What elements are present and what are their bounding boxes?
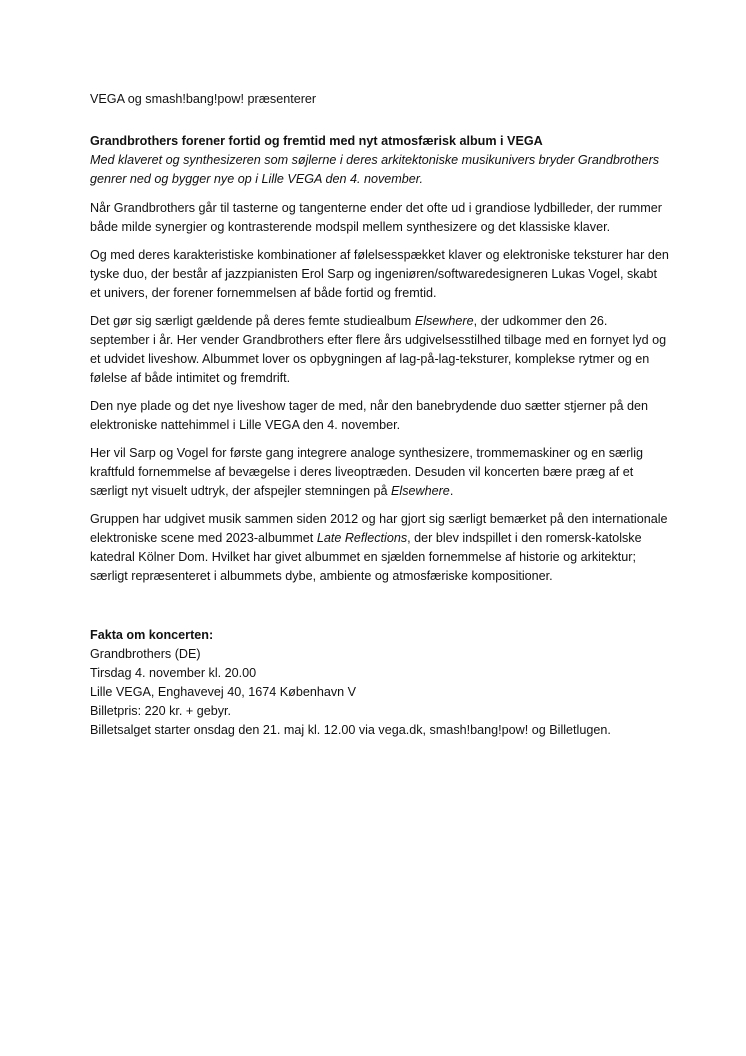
paragraph-1: Når Grandbrothers går til tasterne og tangenterne ender det ofte ud i grandiose lydbilleder, der rummer både milde synergier og kontrasterende modspil mellem synthesizere og det klassiske klaver. [90, 201, 662, 234]
paragraph-3 [90, 312, 670, 388]
concert-facts [90, 626, 670, 740]
paragraph-4: Den nye plade og det nye liveshow tager de med, når den banebrydende duo sætter stjerner på den elektroniske nattehimmel i Lille VEGA den 4. november. [90, 399, 648, 432]
lead-paragraph: Med klaveret og synthesizeren som søjlerne i deres arkitektoniske musikunivers bryder Grandbrothers genrer ned og bygger nye op i Lille VEGA den 4. november. [90, 153, 660, 186]
paragraph-6-text-a: Gruppen har udgivet musik sammen siden 2012 og har gjort sig særligt bemærket på den internationale elektroniske scene med 2023-albummet [90, 512, 668, 545]
paragraph-2: Og med deres karakteristiske kombinationer af følelsesspækket klaver og elektroniske teksturer har den tyske duo, der består af jazzpianisten Erol Sarp og ingeniøren/softwaredesigneren Lukas Vogel, skabt et univers, der forener fornemmelsen af både fortid og fremtid. [90, 248, 669, 300]
album-title-elsewhere: Elsewhere [414, 314, 474, 328]
paragraph-5-text-a: Her vil Sarp og Vogel for første gang integrere analoge synthesizere, trommemaskiner og en særlig kraftfuld fornemmelse af bevægelse i deres liveoptræden. Desuden vil koncerten bære præg af et særligt nyt visuelt udtryk, der afspejler stemningen på [90, 446, 643, 498]
album-title-late-reflections: Late Reflections [316, 531, 408, 545]
headline: Grandbrothers forener fortid og fremtid med nyt atmosfærisk album i VEGA [90, 134, 543, 148]
facts-line-price: Billetpris: 220 kr. + gebyr. [90, 704, 232, 718]
facts-line-ticket-sale: Billetsalget starter onsdag den 21. maj kl. 12.00 via vega.dk, smash!bang!pow! og Billetlugen. [90, 723, 611, 737]
paragraph-6 [90, 510, 670, 586]
paragraph-6-text-b: , der blev indspillet i den romersk-katolske katedral Kölner Dom. Hvilket har givet albummet en sjælden fornemmelse af historie og arkitektur; særligt repræsenteret i albummets dybe, ambiente og atmosfæriske kompositioner. [90, 531, 642, 583]
presenter-line: VEGA og smash!bang!pow! præsenterer [90, 92, 317, 106]
facts-line-date: Tirsdag 4. november kl. 20.00 [90, 666, 257, 680]
album-title-elsewhere-2: Elsewhere [391, 484, 450, 498]
paragraph-3-text-b: , der udkommer den 26. september i år. Her vender Grandbrothers efter flere års udgivelsesstilhed tilbage med en fornyet lyd og et udvidet liveshow. Albummet lover os opbygningen af lag-på-lag-teksturer, komplekse rytmer og en følelse af både intimitet og fremdrift. [90, 314, 667, 385]
paragraph-3-text-a: Det gør sig særligt gældende på deres femte studiealbum [90, 314, 415, 328]
press-release [90, 90, 670, 740]
paragraph-5 [90, 444, 670, 501]
paragraph-5-text-b: . [449, 484, 454, 498]
facts-title: Fakta om koncerten: [90, 628, 214, 642]
facts-line-artist: Grandbrothers (DE) [90, 647, 201, 661]
facts-line-venue: Lille VEGA, Enghavevej 40, 1674 København V [90, 685, 357, 699]
